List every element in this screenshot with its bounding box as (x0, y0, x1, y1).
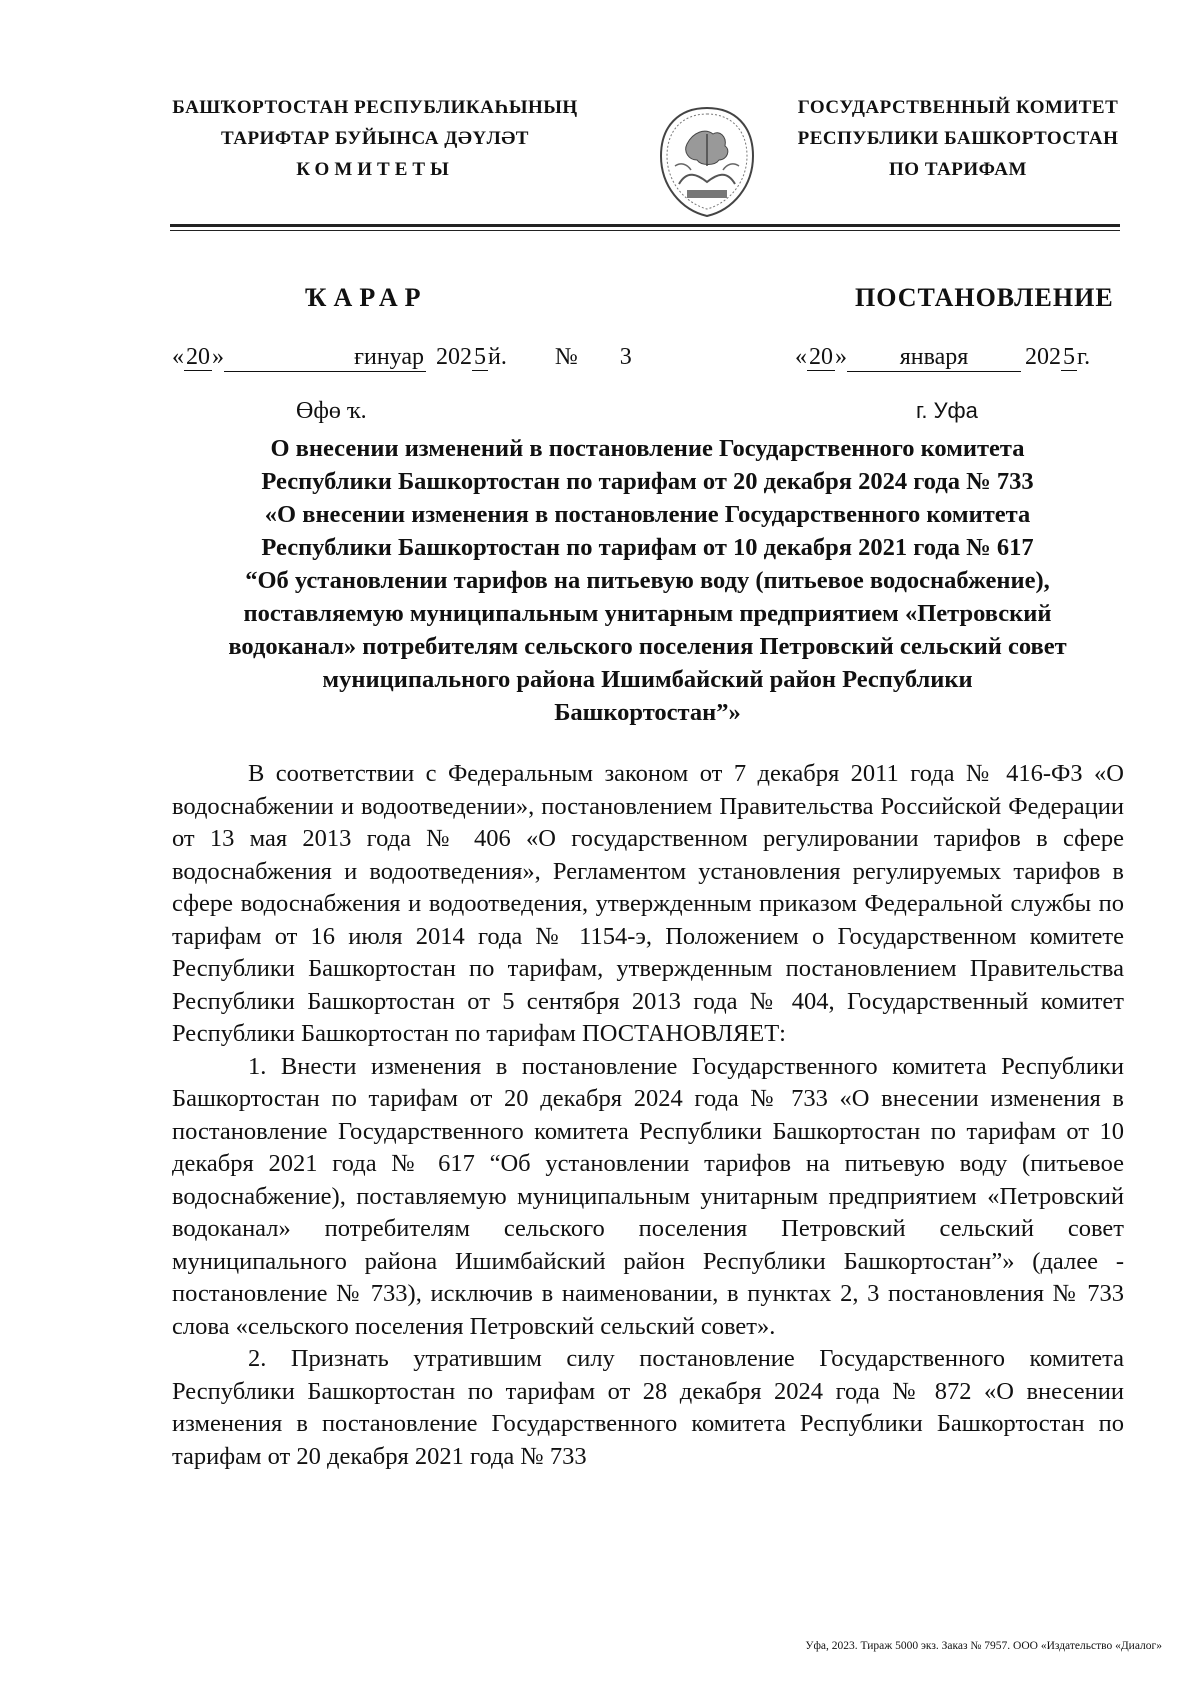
date-day: 20 (809, 344, 833, 370)
number-label: № (554, 344, 578, 370)
doc-type-bashkir: ҠАРАР (305, 283, 428, 312)
date-year-suffix: г. (1077, 344, 1091, 370)
date-year-prefix: 202 (1025, 344, 1061, 370)
date-line-russian (795, 344, 1090, 372)
header-right-russian (788, 92, 1128, 185)
title-line: Республики Башкортостан по тарифам от 10 декабря 2021 года № 617 (261, 534, 1034, 561)
clause-2-paragraph: 2. Признать утратившим силу постановление Государственного комитета Республики Башкортостан по тарифам от 28 декабря 2024 года № 872 «О внесении изменения в постановление Государственного комитета Республики Башкортостан по тарифам от 20 декабря 2021 года № 733 (172, 1345, 1124, 1470)
date-month: ғинуар (224, 344, 426, 372)
title-line: «О внесении изменения в постановление Государственного комитета (264, 501, 1031, 528)
document-number: 3 (619, 344, 632, 370)
header-right-line-1: ГОСУДАРСТВЕННЫЙ КОМИТЕТ (797, 97, 1119, 118)
document-body (172, 758, 1124, 1473)
city-russian: г. Уфа (916, 398, 978, 423)
title-line: поставляемую муниципальным унитарным предприятием «Петровский (243, 600, 1052, 627)
document-title (170, 432, 1125, 729)
quote-close: » (212, 344, 224, 370)
header-left-line-3: КОМИТЕТЫ (296, 159, 454, 180)
clause-1-paragraph: 1. Внести изменения в постановление Государственного комитета Республики Башкортостан по тарифам от 20 декабря 2024 года № 733 «О внесении изменения в постановление Государственного комитета Республики Башкортостан по тарифам от 10 декабря 2021 года № 617 “Об установлении тарифов на питьевую воду (питьевое водоснабжение), поставляемую муниципальным унитарным предприятием «Петровский водоканал» потребителям сельского поселения Петровский сельский совет муниципального района Ишимбайский район Республики Башкортостан”» (далее - постановление № 733), исключив в наименовании, в пунктах 2, 3 постановления № 733 слова «сельского поселения Петровский сельский совет». (172, 1052, 1124, 1340)
preamble-paragraph: В соответствии с Федеральным законом от 7 декабря 2011 года № 416-ФЗ «О водоснабжении и водоотведении», постановлением Правительства Российской Федерации от 13 мая 2013 года № 406 «О государственном регулировании тарифов в сфере водоснабжения и водоотведения», Регламентом установления регулируемых тарифов в сфере водоснабжения и водоотведения, утвержденным приказом Федеральной службы по тарифам от 16 июля 2014 года № 1154-э, Положением о Государственном комитете Республики Башкортостан по тарифам, утвержденным постановлением Правительства Республики Башкортостан от 5 сентября 2013 года № 404, Государственный комитет Республики Башкортостан по тарифам ПОСТАНОВЛЯЕТ: (172, 760, 1124, 1047)
header-left-line-1: БАШҠОРТОСТАН РЕСПУБЛИКАҺЫНЫҢ (172, 97, 578, 118)
date-year-digit: 5 (474, 344, 486, 370)
title-line: Башкортостан”» (554, 699, 741, 726)
date-day: 20 (186, 344, 210, 370)
header-right-line-2: РЕСПУБЛИКИ БАШКОРТОСТАН (797, 128, 1119, 149)
title-line: “Об установлении тарифов на питьевую воду (питьевое водоснабжение), (245, 567, 1050, 594)
title-line: О внесении изменений в постановление Государственного комитета (270, 435, 1025, 462)
date-year-suffix: й. (488, 344, 507, 370)
header-divider-thick (170, 224, 1120, 227)
quote-close: » (835, 344, 847, 370)
quote-open: « (172, 344, 184, 370)
header-right-line-3: ПО ТАРИФАМ (889, 159, 1027, 180)
doc-type-russian: ПОСТАНОВЛЕНИЕ (855, 283, 1114, 312)
header-left-bashkir (160, 92, 590, 185)
date-year-prefix: 202 (436, 344, 472, 370)
print-footer: Уфа, 2023. Тираж 5000 экз. Заказ № 7957. ООО «Издательство «Диалог» (805, 1640, 1162, 1652)
date-line-bashkir (172, 344, 632, 372)
quote-open: « (795, 344, 807, 370)
date-month: января (847, 344, 1021, 372)
city-bashkir: Өфө ҡ. (296, 398, 367, 424)
title-line: водоканал» потребителям сельского поселения Петровский сельский совет (228, 633, 1067, 660)
coat-of-arms-emblem-icon (657, 104, 757, 219)
date-year-digit: 5 (1063, 344, 1075, 370)
header-left-line-2: ТАРИФТАР БУЙЫНСА ДӘҮЛӘТ (221, 128, 529, 149)
header-divider-thin (170, 230, 1120, 231)
title-line: муниципального района Ишимбайский район Республики (322, 666, 973, 693)
title-line: Республики Башкортостан по тарифам от 20 декабря 2024 года № 733 (261, 468, 1034, 495)
